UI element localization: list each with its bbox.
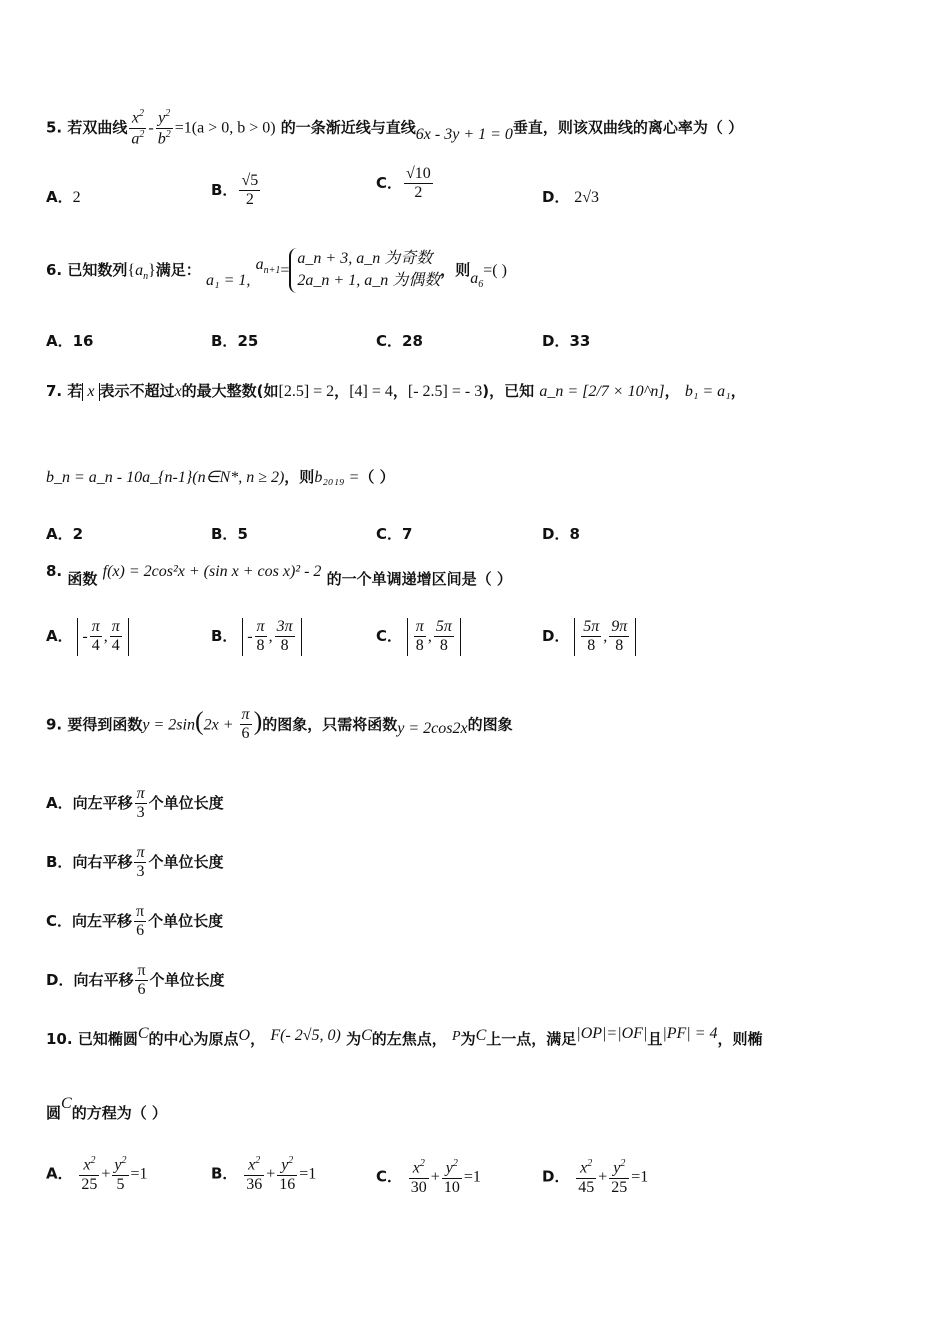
- q5-number: 5.: [46, 118, 63, 137]
- q9-number: 9.: [46, 715, 63, 734]
- q10-line2-a: 圆: [46, 1104, 62, 1122]
- q10-text-2: 为: [346, 1030, 362, 1048]
- question-8: [46, 560, 512, 588]
- q9-tail: 的图象: [467, 715, 513, 734]
- q10-option-c[interactable]: C． $\frac{x^2}{30}$ + $\frac{y^2}{10}$ =1: [376, 1158, 481, 1196]
- q7-example-2: [4] = 4: [349, 383, 393, 400]
- q7-number: 7.: [46, 382, 63, 400]
- q10-text-1: 的中心为原点: [148, 1030, 239, 1048]
- q5-mid: 的一条渐近线与直线: [280, 118, 416, 137]
- q8-number: 8.: [46, 562, 63, 580]
- q9-option-d[interactable]: D．向右平移 $\frac{\pi}{6}$ 个单位长度: [46, 962, 225, 999]
- q6-number: 6.: [46, 260, 63, 279]
- q7-b2019: b₂₀₁₉ =: [314, 469, 360, 486]
- q7-option-a[interactable]: A．2: [46, 525, 84, 543]
- q8-option-d[interactable]: D． $\frac{5\pi}{8}$ , $\frac{9\pi}{8}$: [542, 618, 636, 656]
- question-10-line2: 圆C的方程为（ ）: [46, 1095, 167, 1122]
- q5-option-d[interactable]: D． 2√3: [542, 188, 600, 206]
- q10-option-b[interactable]: B． $\frac{x^2}{36}$ + $\frac{y^2}{16}$ =1: [211, 1155, 317, 1193]
- question-6: 6. 已知数列$\{a_n\}$满足： a₁ = 1, $a_{n+1}=$ a_n + 3, a_n 为奇数 2a_n + 1, a_n 为偶数 ，则$a_6=$( ): [46, 248, 507, 293]
- q9-option-b[interactable]: B．向右平移 $\frac{\pi}{3}$ 个单位长度: [46, 844, 224, 881]
- q8-function: f(x) = 2cos²x + (sin x + cos x)² - 2: [102, 563, 322, 580]
- q5-option-a[interactable]: A．2: [46, 188, 81, 206]
- q7-lead: 若: [67, 382, 83, 400]
- q6-option-c[interactable]: C．28: [376, 332, 423, 350]
- q9-option-c[interactable]: C．向左平移 $\frac{\pi}{6}$ 个单位长度: [46, 903, 224, 940]
- question-10: 10. 已知椭圆C的中心为原点O， F(- 2√5, 0) 为C的左焦点， P为C上一点，满足|OP|=|OF|且|PF| = 4，则椭: [46, 1025, 763, 1048]
- q7-example-1: [2.5] = 2: [278, 383, 335, 400]
- q7-bn-formula: b_n = a_n - 10a_{n-1}(n∈N*, n ≥ 2): [46, 469, 285, 486]
- q5-hyperbola-x-term: $\frac{x^2}{a^2}$: [131, 108, 145, 148]
- q10-option-d[interactable]: D． $\frac{x^2}{45}$ + $\frac{y^2}{25}$ =1: [542, 1158, 649, 1196]
- q8-option-c[interactable]: C． $\frac{\pi}{8}$ , $\frac{5\pi}{8}$: [376, 618, 461, 656]
- q6-lead: 已知数列: [67, 260, 128, 279]
- q10-text-5: 上一点，满足: [486, 1030, 577, 1048]
- q5-tail: 垂直，则该双曲线的离心率为（ ）: [512, 118, 744, 137]
- q8-tail: 的一个单调递增区间是（ ）: [326, 570, 512, 588]
- question-5: 5. 若双曲线 $\frac{x^2}{a^2}$ - $\frac{y^2}{b^2}$ =1(a > 0, b > 0) 的一条渐近线与直线6x - 3y + 1 = 0垂直，则该双曲线的离心率为（ ）: [46, 108, 744, 148]
- question-7-line2: [46, 466, 395, 487]
- q7-text-3: )，已知: [482, 382, 535, 400]
- q7-b1: b₁ = a₁: [684, 383, 731, 400]
- q7-an-formula: a_n = [2/7 × 10^n]: [539, 383, 665, 400]
- q9-option-a[interactable]: A．向左平移 $\frac{\pi}{3}$ 个单位长度: [46, 785, 224, 822]
- q10-condition-2: |PF| = 4: [662, 1025, 718, 1042]
- q8-option-a[interactable]: A． - $\frac{\pi}{4}$ , $\frac{\pi}{4}$: [46, 618, 129, 656]
- q8-option-b[interactable]: B． - $\frac{\pi}{8}$ , $\frac{3\pi}{8}$: [211, 618, 302, 656]
- q7-option-d[interactable]: D．8: [542, 525, 580, 543]
- question-7: 7. 若 x 表示不超过x的最大整数(如[2.5] = 2，[4] = 4，[- 2.5] = - 3)，已知 a_n = [2/7 × 10^n]， b₁ = a₁，: [46, 382, 746, 400]
- q6-a1: a₁ = 1,: [206, 271, 251, 289]
- q10-condition-1: |OP|=|OF|: [576, 1025, 648, 1042]
- q5-option-b[interactable]: B． $\frac{√5}{2}$: [211, 172, 259, 209]
- q6-option-b[interactable]: B．25: [211, 332, 259, 350]
- q10-number: 10.: [46, 1030, 73, 1048]
- q6-piecewise: a_n + 3, a_n 为奇数 2a_n + 1, a_n 为偶数: [289, 248, 440, 293]
- q9-lead: 要得到函数: [67, 715, 143, 734]
- q6-end: =( ): [483, 261, 507, 279]
- q10-lead: 已知椭圆: [77, 1030, 138, 1048]
- q9-func2: y = 2cos2x: [397, 720, 468, 738]
- q7-text-2: 的最大整数(如: [181, 382, 279, 400]
- q10-option-a[interactable]: A． $\frac{x^2}{25}$ + $\frac{y^2}{5}$ =1: [46, 1155, 148, 1193]
- q8-lead: 函数: [67, 570, 98, 588]
- q10-text-6: 且: [647, 1030, 663, 1048]
- q10-text-3: 的左焦点，: [371, 1030, 447, 1048]
- q5-line-equation: 6x - 3y + 1 = 0: [415, 125, 513, 143]
- q6-tail: ，则: [440, 260, 471, 279]
- q6-option-a[interactable]: A．16: [46, 332, 94, 350]
- q10-text-4: 为: [460, 1030, 476, 1048]
- q7-option-c[interactable]: C．7: [376, 525, 413, 543]
- q7-text-4: ，则: [284, 468, 315, 486]
- q5-option-c[interactable]: C． $\frac{√10}{2}$: [376, 165, 431, 202]
- q7-option-b[interactable]: B．5: [211, 525, 248, 543]
- q9-mid: 的图象，只需将函数: [262, 715, 398, 734]
- q5-hyperbola-y-term: $\frac{y^2}{b^2}$: [157, 108, 171, 148]
- q6-option-d[interactable]: D．33: [542, 332, 591, 350]
- q10-focus: F(- 2√5, 0): [270, 1027, 341, 1044]
- question-9: 9. 要得到函数y = 2sin(2x + $\frac{\pi}{6}$ )的图象，只需将函数y = 2cos2x的图象: [46, 706, 513, 743]
- q7-example-3: [- 2.5] = - 3: [407, 383, 483, 400]
- q7-end: （ ）: [359, 468, 395, 486]
- q5-lead: 若双曲线: [67, 118, 128, 137]
- q5-condition: =1(a > 0, b > 0): [174, 119, 276, 137]
- q6-mid: 满足：: [155, 260, 201, 279]
- q10-text-7: ，则椭: [717, 1030, 763, 1048]
- q10-line2-b: 的方程为（ ）: [71, 1104, 167, 1122]
- q7-text-1: 表示不超过: [99, 382, 175, 400]
- q7-floor-x: x: [82, 383, 99, 401]
